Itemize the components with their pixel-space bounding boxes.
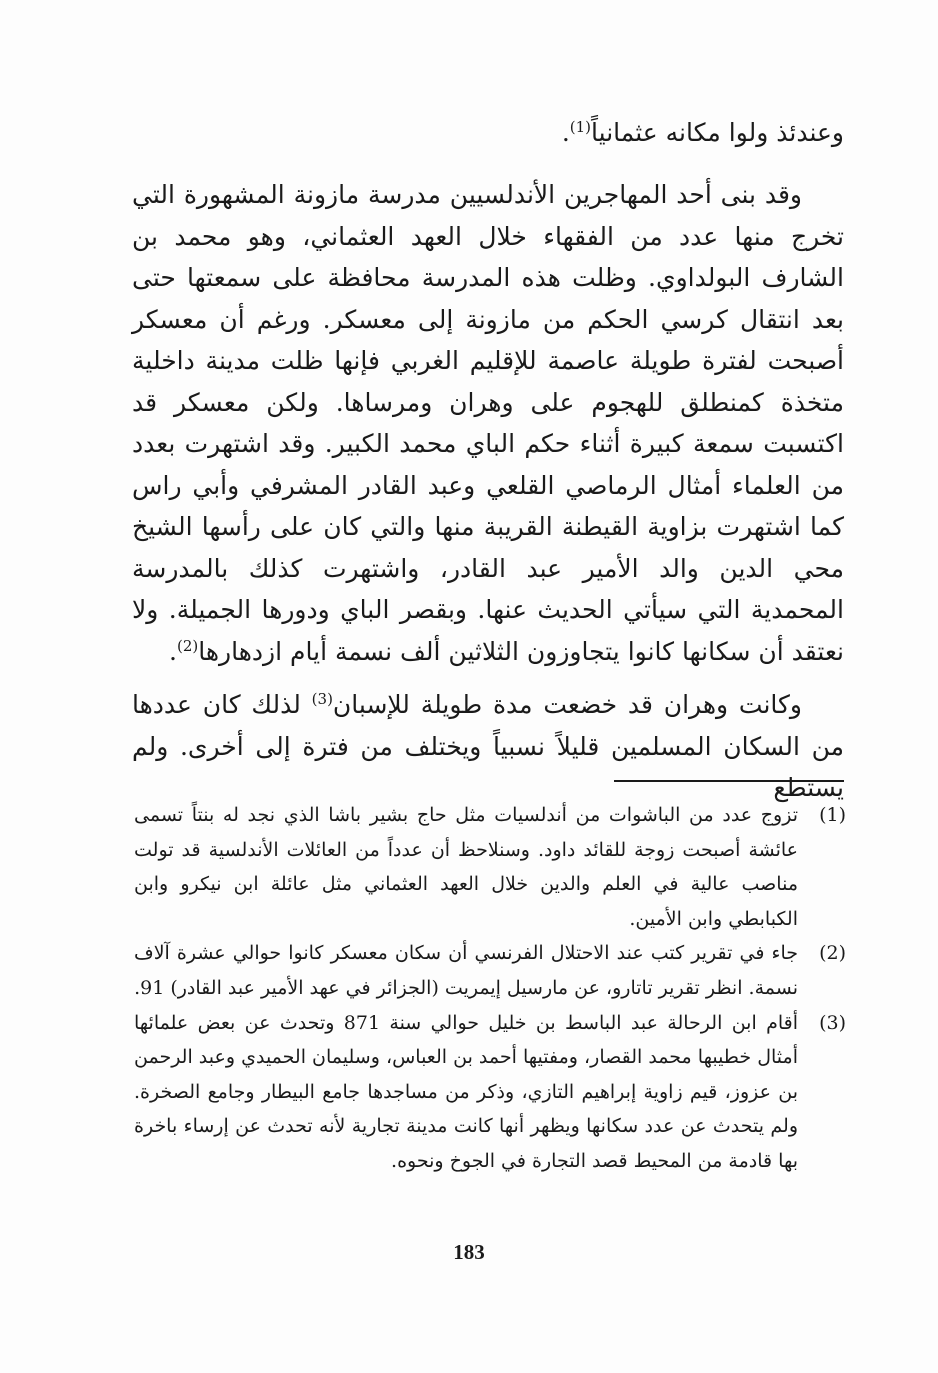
paragraph-oran	[132, 684, 844, 809]
paragraph-opening	[132, 112, 844, 154]
footnote-number: (1)	[819, 804, 846, 826]
paragraph-rest: لذلك كان عددها من السكان المسلمين قليلاً نسبياً ويختلف من فترة إلى أخرى. ولم يستطع	[132, 690, 844, 802]
paragraph-text	[132, 174, 844, 672]
paragraph-text	[132, 112, 844, 154]
paragraph-end: .	[169, 636, 177, 666]
paragraph-start: وكانت وهران قد خضعت مدة طويلة للإسبان	[332, 690, 802, 719]
footnote-number: (2)	[819, 942, 846, 965]
footnote-2	[134, 936, 846, 1005]
footnote-text: جاء في تقرير كتب عند الاحتلال الفرنسي أن سكان معسكر كانوا حوالي عشرة آلاف نسمة. انظر تقرير تاتارو، عن مارسيل إيمريت (الجزائر في عهد الأمير عبد القادر) 91.	[134, 942, 798, 999]
footnote-reference-2: (2)	[176, 636, 199, 655]
footnote-3	[134, 1006, 846, 1179]
paragraph-text	[132, 684, 844, 809]
footnote-number: (3)	[819, 1011, 846, 1034]
paragraph-mazouna	[132, 174, 844, 672]
page-number: 183	[453, 1240, 485, 1264]
footnote-text: أقام ابن الرحالة عبد الباسط بن خليل حوالي سنة 871 وتحدث عن بعض علمائها أمثال خطيبها محمد القصار، ومفتيها أحمد بن العباس، وسليمان الحميدي وعبد الرحمن بن عزوز، قيم زاوية إبراهيم التازي، وذكر من مساجدها جامع البيطار وجامع الصخرة. ولم يتحدث عن عدد سكانها ويظهر أنها كانت مدينة تجارية لأنه تحدث عن إرساء باخرة بها قادمة من المحيط قصد التجارة في الجوخ ونحوه.	[134, 1011, 798, 1172]
paragraph-line: وعندئذ ولوا مكانه عثمانياً	[591, 118, 844, 147]
footnote-reference-1: (1)	[569, 118, 592, 136]
footnotes	[134, 798, 846, 1179]
paragraph-end: .	[561, 118, 570, 147]
paragraph-body: وقد بنى أحد المهاجرين الأندلسيين مدرسة مازونة المشهورة التي تخرج منها عدد من الفقهاء خلال العهد العثماني، وهو محمد بن الشارف البولداوي. وظلت هذه المدرسة محافظة على سمعتها حتى بعد انتقال كرسي الحكم من مازونة إلى معسكر. ورغم أن معسكر أصبحت لفترة طويلة عاصمة للإقليم الغربي فإنها ظلت مدينة داخلية متخذة كمنطلق للهجوم على وهران ومرساها. ولكن معسكر قد اكتسبت سمعة كبيرة أثناء حكم الباي محمد الكبير. وقد اشتهرت بعدد من العلماء أمثال الرماصي القلعي وعبد القادر المشرفي وأبي راس كما اشتهرت بزاوية القيطنة القريبة منها والتي كان على رأسها الشيخ محي الدين والد الأمير عبد القادر، واشتهرت كذلك بالمدرسة المحمدية التي سيأتي الحديث عنها. وبقصر الباي ودورها الجميلة. ولا نعتقد أن سكانها كانوا يتجاوزون الثلاثين ألف نسمة أيام ازدهارها	[132, 180, 844, 666]
footnote-separator	[614, 780, 844, 782]
footnote-text: تزوج عدد من الباشوات من أندلسيات مثل حاج بشير باشا الذي نجد له بنتاً تسمى عائشة أصبحت زوجة للقائد داود. وسنلاحظ أن عدداً من العائلات الأندلسية قد تولت مناصب عالية في العلم والدين خلال العهد العثماني مثل عائلة ابن نيكرو وابن الكبابطي وابن الأمين.	[134, 804, 798, 930]
footnote-1	[134, 798, 846, 936]
footnote-reference-3: (3)	[311, 690, 333, 708]
